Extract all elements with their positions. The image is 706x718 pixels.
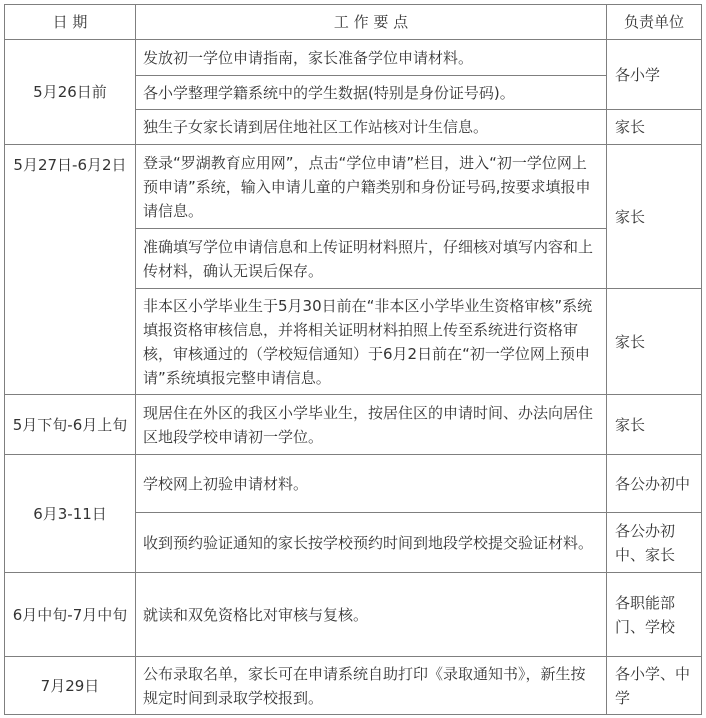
task-cell: 发放初一学位申请指南，家长准备学位申请材料。 — [136, 40, 607, 76]
date-cell: 7月29日 — [5, 657, 136, 715]
table-row — [5, 395, 702, 455]
table-row — [5, 657, 702, 715]
date-cell: 6月3-11日 — [5, 455, 136, 573]
task-cell: 独生子女家长请到居住地社区工作站核对计生信息。 — [136, 110, 607, 145]
unit-cell: 家长 — [607, 145, 702, 289]
date-cell: 5月下旬-6月上旬 — [5, 395, 136, 455]
task-cell: 准确填写学位申请信息和上传证明材料照片，仔细核对填写内容和上传材料，确认无误后保存。 — [136, 229, 607, 289]
task-cell: 非本区小学毕业生于5月30日前在“非本区小学毕业生资格审核”系统填报资格审核信息，并将相关证明材料拍照上传至系统进行资格审核，审核通过的（学校短信通知）于6月2日前在“初一学位网上预申请”系统填报完整申请信息。 — [136, 289, 607, 395]
task-cell: 公布录取名单，家长可在申请系统自助打印《录取通知书》，新生按规定时间到录取学校报到。 — [136, 657, 607, 715]
date-cell: 5月27日-6月2日 — [5, 145, 136, 395]
table-row — [5, 455, 702, 513]
date-cell: 5月26日前 — [5, 40, 136, 145]
unit-cell: 各公办初中 — [607, 455, 702, 513]
unit-cell: 家长 — [607, 289, 702, 395]
task-cell: 现居住在外区的我区小学毕业生，按居住区的申请时间、办法向居住区地段学校申请初一学位。 — [136, 395, 607, 455]
header-task: 工 作 要 点 — [136, 5, 607, 40]
unit-cell: 各职能部门、学校 — [607, 573, 702, 657]
header-unit: 负责单位 — [607, 5, 702, 40]
table-row — [5, 573, 702, 657]
task-cell: 登录“罗湖教育应用网”，点击“学位申请”栏目，进入“初一学位网上预申请”系统，输入申请儿童的户籍类别和身份证号码,按要求填报申请信息。 — [136, 145, 607, 229]
unit-cell: 各公办初中、家长 — [607, 513, 702, 573]
task-cell: 各小学整理学籍系统中的学生数据(特别是身份证号码)。 — [136, 76, 607, 110]
table-header — [5, 5, 702, 40]
unit-cell: 家长 — [607, 110, 702, 145]
unit-cell: 家长 — [607, 395, 702, 455]
task-cell: 收到预约验证通知的家长按学校预约时间到地段学校提交验证材料。 — [136, 513, 607, 573]
table-row — [5, 40, 702, 76]
table-row — [5, 145, 702, 229]
task-cell: 学校网上初验申请材料。 — [136, 455, 607, 513]
unit-cell: 各小学 — [607, 40, 702, 110]
date-cell: 6月中旬-7月中旬 — [5, 573, 136, 657]
unit-cell: 各小学、中学 — [607, 657, 702, 715]
task-cell: 就读和双免资格比对审核与复核。 — [136, 573, 607, 657]
schedule-table — [4, 4, 702, 715]
header-date: 日 期 — [5, 5, 136, 40]
